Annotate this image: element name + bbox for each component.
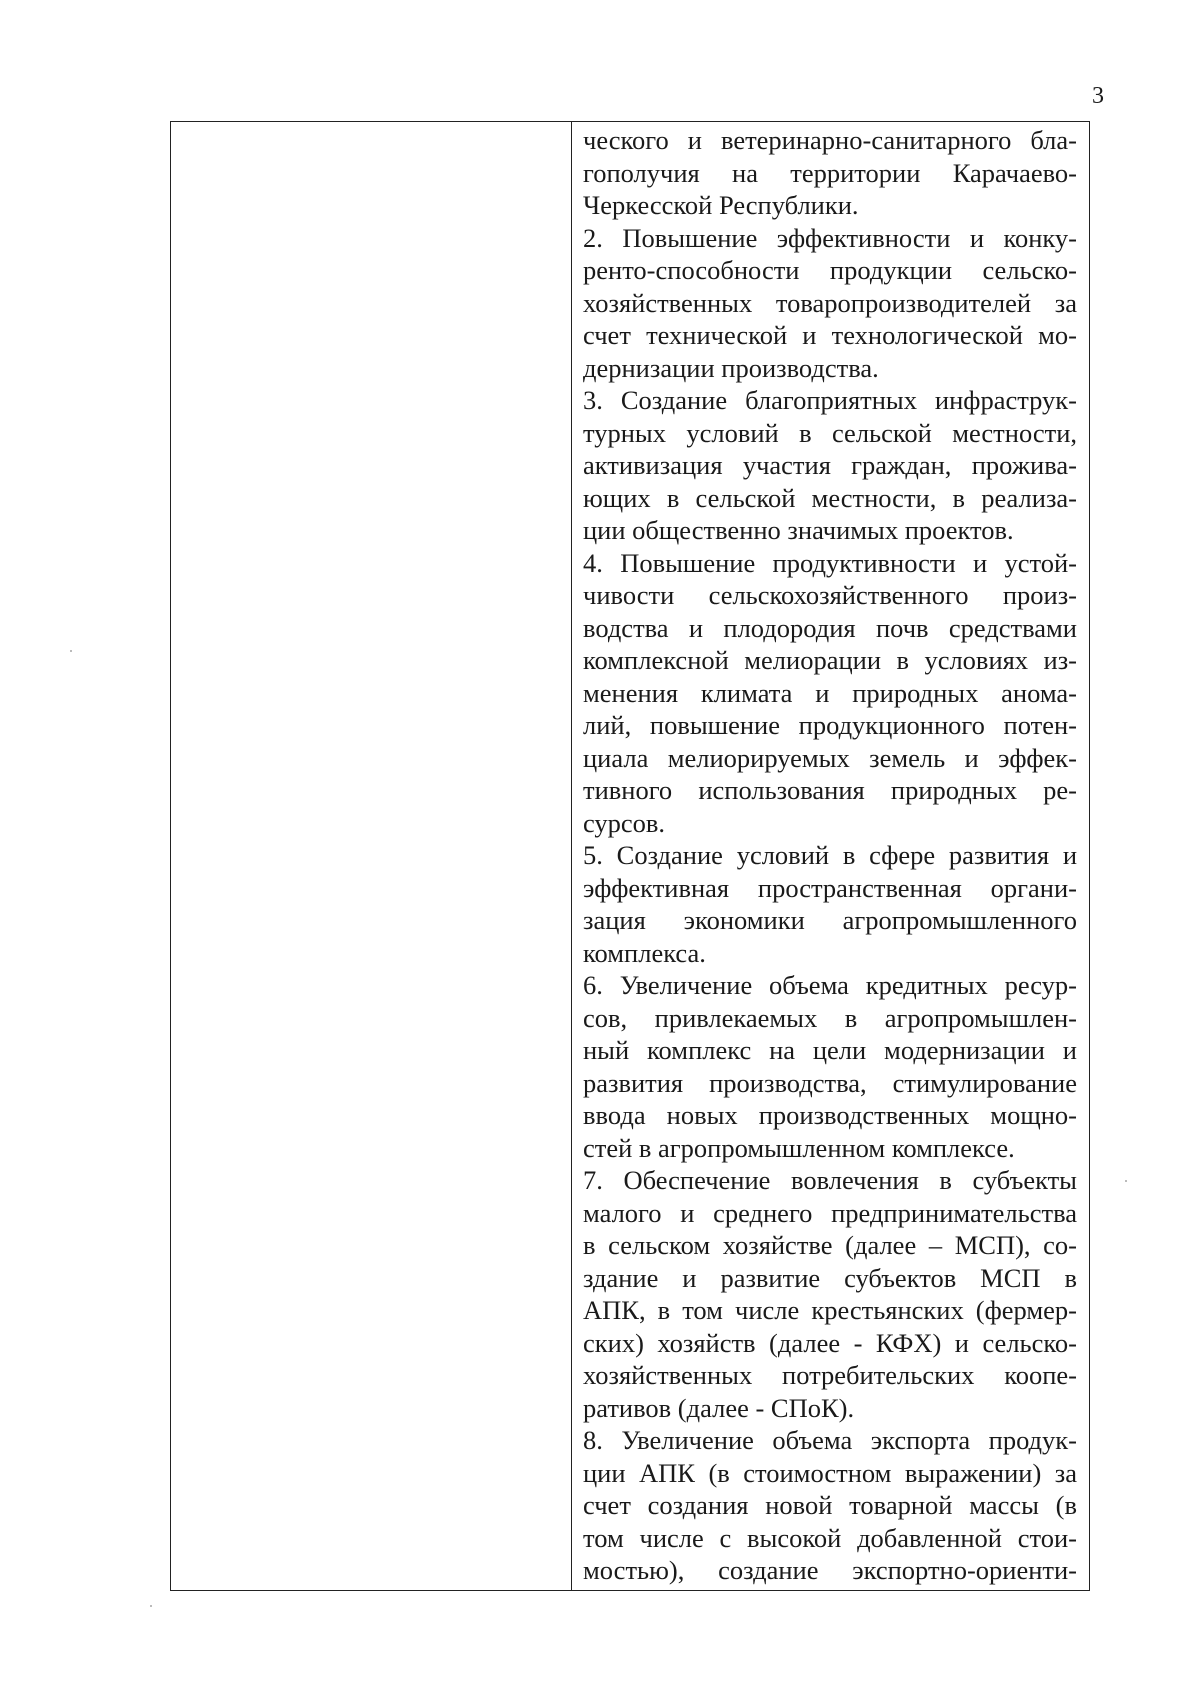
text-line: 2. Повышение эффективности и конку-: [583, 222, 1077, 253]
scan-speck: [70, 650, 72, 652]
scan-speck: [1125, 1180, 1127, 1182]
text-line: турных условий в сельской местности,: [583, 417, 1077, 448]
text-line: дернизации производства.: [583, 352, 879, 383]
text-line: комплекса.: [583, 937, 706, 968]
text-line: эффективная пространственная органи-: [583, 872, 1077, 903]
text-line: том числе с высокой добавленной стои-: [583, 1522, 1077, 1553]
text-line: менения климата и природных анома-: [583, 677, 1077, 708]
text-line: тивного использования природных ре-: [583, 775, 1077, 805]
table-left-cell: [171, 122, 571, 1590]
text-line: 8. Увеличение объема экспорта продук-: [583, 1425, 1077, 1455]
text-line: хозяйственных товаропроизводителей за: [583, 287, 1077, 318]
content-table: [170, 121, 1090, 1591]
scan-speck: [150, 1605, 152, 1607]
text-line: циала мелиорируемых земель и эффек-: [583, 742, 1077, 773]
text-line: ный комплекс на цели модернизации и: [583, 1035, 1077, 1065]
page-number: 3: [1092, 83, 1104, 109]
text-line: в сельском хозяйстве (далее – МСП), со-: [583, 1230, 1077, 1260]
text-line: хозяйственных потребительских коопе-: [583, 1360, 1077, 1390]
text-line: счет технической и технологической мо-: [583, 320, 1077, 350]
text-line: счет создания новой товарной массы (в: [583, 1490, 1077, 1520]
text-line: ввода новых производственных мощно-: [583, 1100, 1077, 1130]
text-line: 6. Увеличение объема кредитных ресур-: [583, 970, 1077, 1000]
text-line: здание и развитие субъектов МСП в: [583, 1262, 1077, 1293]
text-line: гополучия на территории Карачаево-: [583, 157, 1077, 188]
text-line: 3. Создание благоприятных инфраструк-: [583, 385, 1077, 415]
text-line: ских) хозяйств (далее - КФХ) и сельско-: [583, 1327, 1077, 1358]
text-line: мостью), создание экспортно-ориенти-: [583, 1555, 1077, 1585]
text-line: стей в агропромышленном комплексе.: [583, 1132, 1015, 1163]
text-line: Черкесской Республики.: [583, 190, 859, 220]
text-line: комплексной мелиорации в условиях из-: [583, 645, 1077, 675]
text-line: лий, повышение продукционного потен-: [583, 710, 1077, 740]
text-line: малого и среднего предпринимательства: [583, 1197, 1077, 1228]
text-line: 4. Повышение продуктивности и устой-: [583, 547, 1077, 578]
text-line: активизация участия граждан, прожива-: [583, 450, 1077, 480]
text-line: ческого и ветеринарно-санитарного бла-: [583, 125, 1077, 155]
text-line: ющих в сельской местности, в реализа-: [583, 482, 1077, 513]
text-line: ративов (далее - СПоК).: [583, 1392, 855, 1423]
text-line: водства и плодородия почв средствами: [583, 612, 1077, 643]
column-divider: [571, 122, 572, 1590]
text-line: ции общественно значимых проектов.: [583, 515, 1014, 545]
text-line: зация экономики агропромышленного: [583, 905, 1077, 935]
text-line: развития производства, стимулирование: [583, 1067, 1077, 1098]
text-line: сурсов.: [583, 807, 666, 838]
text-line: ренто-способности продукции сельско-: [583, 255, 1077, 285]
text-line: ции АПК (в стоимостном выражении) за: [583, 1457, 1077, 1488]
table-right-cell: [583, 124, 1077, 1587]
text-line: 7. Обеспечение вовлечения в субъекты: [583, 1165, 1077, 1195]
text-line: сов, привлекаемых в агропромышлен-: [583, 1002, 1077, 1033]
text-line: чивости сельскохозяйственного произ-: [583, 580, 1077, 610]
text-line: 5. Создание условий в сфере развития и: [583, 840, 1077, 870]
text-line: АПК, в том числе крестьянских (фермер-: [583, 1295, 1077, 1325]
